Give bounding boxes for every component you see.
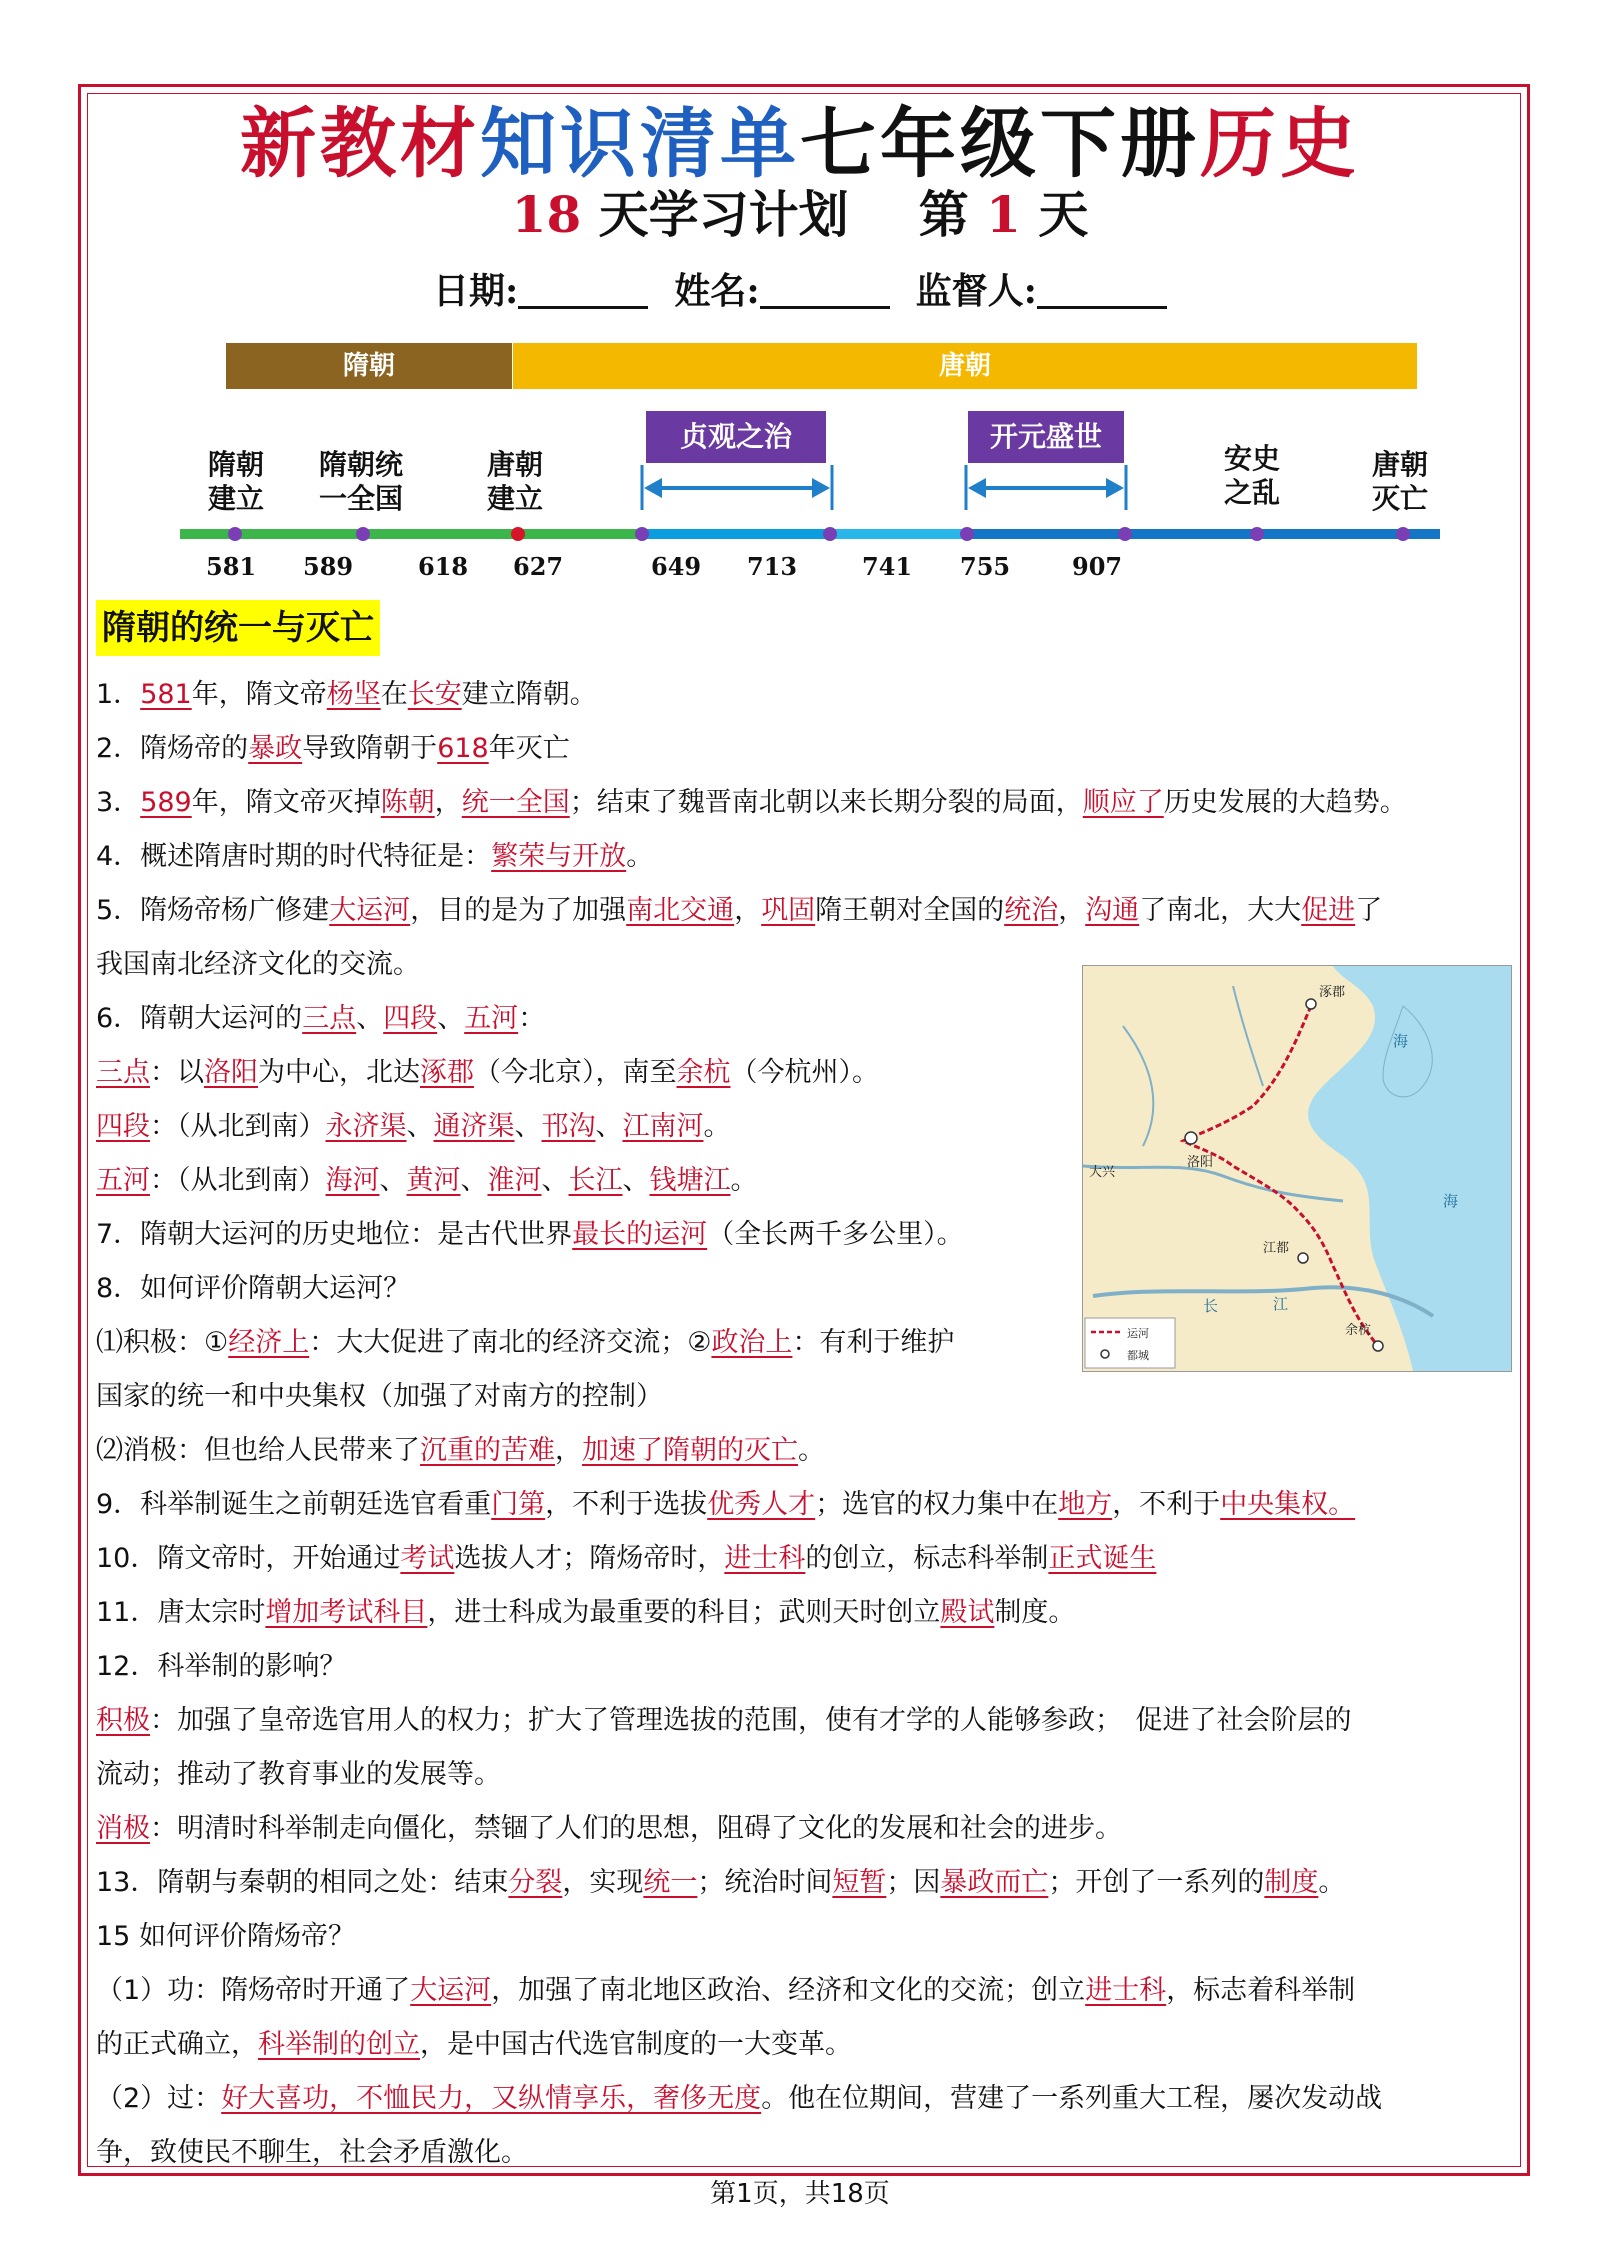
supervisor-label: 监督人: <box>915 270 1037 312</box>
answer-blank: 统一全国 <box>461 787 570 818</box>
text-segment: 、 <box>541 1165 569 1196</box>
answer-blank: 促进 <box>1301 895 1356 926</box>
kaiyuan-box: 开元盛世 <box>968 411 1124 463</box>
answer-blank: 黄河 <box>406 1165 461 1196</box>
year-label: 581 <box>206 552 257 581</box>
dot-anshi <box>1250 527 1264 541</box>
event-sui-founded: 隋朝 建立 <box>207 448 264 515</box>
text-segment: 为中心，北达 <box>258 1057 420 1088</box>
text-segment: 争，致使民不聊生，社会矛盾激化。 <box>96 2137 528 2168</box>
text-segment: ；统治时间 <box>697 1867 833 1898</box>
svg-text:运河: 运河 <box>1127 1327 1149 1340</box>
text-segment: 、 <box>514 1111 542 1142</box>
text-segment: ，加强了南北地区政治、经济和文化的交流；创立 <box>491 1975 1086 2006</box>
answer-blank: 邗沟 <box>541 1111 596 1142</box>
text-segment: ，不利于 <box>1112 1489 1221 1520</box>
text-line <box>96 1532 1516 1586</box>
svg-text:江: 江 <box>1273 1295 1289 1313</box>
svg-text:大兴: 大兴 <box>1089 1165 1116 1180</box>
answer-blank: 南北交通 <box>626 895 735 926</box>
answer-blank: 地方 <box>1058 1489 1113 1520</box>
answer-blank: 顺应了 <box>1082 787 1164 818</box>
text-line <box>96 1640 1516 1694</box>
text-segment: 、 <box>622 1165 650 1196</box>
text-segment: 8．如何评价隋朝大运河？ <box>96 1273 411 1304</box>
answer-blank: 通济渠 <box>433 1111 515 1142</box>
year-label: 589 <box>303 552 354 581</box>
text-segment: ，标志着科举制 <box>1166 1975 1356 2006</box>
event-tang-founded: 唐朝 建立 <box>486 448 543 515</box>
text-line <box>96 2126 1516 2180</box>
event-sui-unify: 隋朝统 一全国 <box>318 448 403 515</box>
answer-blank: 考试 <box>400 1543 455 1574</box>
answer-blank: 长江 <box>568 1165 623 1196</box>
text-line <box>96 668 1516 722</box>
tang-dynasty-bar: 唐朝 <box>513 343 1417 389</box>
answer-blank: 洛阳 <box>204 1057 258 1088</box>
year-label: 741 <box>862 552 913 581</box>
text-segment: 3． <box>96 787 141 818</box>
svg-text:海: 海 <box>1443 1192 1459 1210</box>
text-segment: ；结束了魏晋南北朝以来长期分裂的局面， <box>569 787 1083 818</box>
answer-blank: 四段 <box>96 1111 150 1142</box>
event-anshi-rebellion: 安史 之乱 <box>1223 442 1280 509</box>
text-segment: ：以 <box>150 1057 204 1088</box>
text-segment: 制度。 <box>994 1597 1076 1628</box>
text-segment: 9．科举制诞生之前朝廷选官看重 <box>96 1489 492 1520</box>
text-segment: 6．隋朝大运河的 <box>96 1003 303 1034</box>
answer-blank: 消极 <box>96 1813 150 1844</box>
text-segment: 10．隋文帝时，开始通过 <box>96 1543 401 1574</box>
answer-blank: 永济渠 <box>325 1111 407 1142</box>
text-segment: 、 <box>460 1165 488 1196</box>
answer-blank: 暴政而亡 <box>940 1867 1049 1898</box>
text-segment: ：大大促进了南北的经济交流；② <box>309 1327 712 1358</box>
answer-blank: 进士科 <box>724 1543 806 1574</box>
answer-blank: 沟通 <box>1085 895 1140 926</box>
answer-blank: 殿试 <box>940 1597 995 1628</box>
text-segment: ，目的是为了加强 <box>410 895 627 926</box>
text-segment: 国家的统一和中央集权（加强了对南方的控制） <box>96 1381 663 1412</box>
svg-text:涿郡: 涿郡 <box>1319 985 1346 1000</box>
text-line <box>96 2072 1516 2126</box>
page-subtitle: 18 天学习计划 第 1 天 <box>511 185 1089 244</box>
year-label: 649 <box>651 552 702 581</box>
svg-text:长: 长 <box>1203 1297 1219 1315</box>
year-label: 755 <box>960 552 1011 581</box>
text-line <box>96 1694 1516 1748</box>
answer-blank: 巩固 <box>761 895 816 926</box>
text-line <box>96 1262 1066 1316</box>
text-segment: ： <box>518 1003 546 1034</box>
svg-text:海: 海 <box>1393 1032 1409 1050</box>
dot-907 <box>1118 527 1132 541</box>
text-segment: ，实现 <box>562 1867 644 1898</box>
timeline-axis <box>0 0 1600 600</box>
answer-blank: 589 <box>140 787 192 818</box>
text-line <box>96 1910 1516 1964</box>
text-segment: 7．隋朝大运河的历史地位：是古代世界 <box>96 1219 573 1250</box>
text-line <box>96 992 1066 1046</box>
knowledge-list <box>96 668 1516 2180</box>
text-segment: 建立隋朝。 <box>461 679 597 710</box>
dot-649 <box>635 527 649 541</box>
answer-blank: 中央集权。 <box>1220 1489 1356 1520</box>
answer-blank: 积极 <box>96 1705 150 1736</box>
page-footer: 第1页，共18页 <box>710 2179 890 2209</box>
answer-blank: 制度 <box>1264 1867 1319 1898</box>
text-segment: 年灭亡 <box>488 733 570 764</box>
answer-blank: 优秀人才 <box>707 1489 816 1520</box>
grand-canal-map <box>1082 965 1512 1372</box>
answer-blank: 五河 <box>96 1165 150 1196</box>
text-segment: 了南北，大大 <box>1139 895 1302 926</box>
answer-blank: 三点 <box>96 1057 150 1088</box>
text-segment: 。 <box>798 1435 825 1466</box>
text-segment: 13．隋朝与秦朝的相同之处：结束 <box>96 1867 509 1898</box>
text-segment: 。 <box>1318 1867 1346 1898</box>
text-segment: 导致隋朝于 <box>302 733 438 764</box>
text-segment: 了 <box>1355 895 1383 926</box>
answer-blank: 大运河 <box>329 895 411 926</box>
text-line <box>96 776 1516 830</box>
text-line <box>96 1370 1066 1424</box>
text-line <box>96 1802 1516 1856</box>
text-segment: ， <box>734 895 762 926</box>
text-line <box>96 1316 1066 1370</box>
text-segment: ；开创了一系列的 <box>1048 1867 1265 1898</box>
answer-blank: 大运河 <box>410 1975 492 2006</box>
text-line <box>96 1856 1516 1910</box>
text-line <box>96 1478 1516 1532</box>
text-segment: 的正式确立， <box>96 2029 258 2060</box>
answer-blank: 门第 <box>491 1489 546 1520</box>
zhenguan-box: 贞观之治 <box>646 411 826 463</box>
text-segment: 。 <box>626 841 654 872</box>
text-segment: ， <box>434 787 462 818</box>
svg-text:都城: 都城 <box>1127 1349 1149 1362</box>
answer-blank: 暴政 <box>248 733 303 764</box>
year-label: 713 <box>747 552 798 581</box>
answer-blank: 经济上 <box>228 1327 310 1358</box>
text-segment: 15 如何评价隋炀帝？ <box>96 1921 355 1952</box>
text-line <box>96 1154 1066 1208</box>
svg-text:余杭: 余杭 <box>1345 1323 1372 1338</box>
text-segment: 选拔人才；隋炀帝时， <box>454 1543 725 1574</box>
text-segment: 4．概述隋唐时期的时代特征是： <box>96 841 492 872</box>
dot-tang-fall <box>1396 527 1410 541</box>
text-segment: ， <box>555 1435 582 1466</box>
text-segment: ：加强了皇帝选官用人的权力；扩大了管理选拔的范围，使有才学的人能够参政； 促进了社会阶层的 <box>150 1705 1352 1736</box>
text-segment: 11．唐太宗时 <box>96 1597 266 1628</box>
answer-blank: 增加考试科目 <box>265 1597 428 1628</box>
year-label: 618 <box>418 552 469 581</box>
answer-blank: 涿郡 <box>420 1057 474 1088</box>
text-segment: 年，隋文帝 <box>191 679 327 710</box>
answer-blank: 最长的运河 <box>572 1219 708 1250</box>
text-segment: ，是中国古代选官制度的一大变革。 <box>420 2029 852 2060</box>
dot-589 <box>356 527 370 541</box>
text-segment: （全长两千多公里）。 <box>707 1219 964 1250</box>
answer-blank: 长安 <box>407 679 462 710</box>
text-segment: 流动；推动了教育事业的发展等。 <box>96 1759 501 1790</box>
answer-blank: 五河 <box>464 1003 519 1034</box>
text-segment: ， <box>1058 895 1086 926</box>
answer-blank: 进士科 <box>1085 1975 1167 2006</box>
text-segment: 2．隋炀帝的 <box>96 733 249 764</box>
text-segment: 、 <box>379 1165 407 1196</box>
answer-blank: 四段 <box>383 1003 438 1034</box>
text-segment: 在 <box>380 679 408 710</box>
text-segment: 我国南北经济文化的交流。 <box>96 949 420 980</box>
answer-blank: 正式诞生 <box>1048 1543 1157 1574</box>
text-segment: ，进士科成为最重要的科目；武则天时创立 <box>427 1597 941 1628</box>
answer-blank: 三点 <box>302 1003 357 1034</box>
text-segment: ：（从北到南） <box>150 1111 326 1142</box>
answer-blank: 科举制的创立 <box>258 2029 420 2060</box>
text-segment: ⑵消极：但也给人民带来了 <box>96 1435 420 1466</box>
section-title: 隋朝的统一与灭亡 <box>96 600 380 656</box>
text-segment: 的创立，标志科举制 <box>805 1543 1049 1574</box>
answer-blank: 分裂 <box>508 1867 563 1898</box>
page-title: 新教材知识清单七年级下册历史 <box>240 99 1360 188</box>
text-line <box>96 1100 1066 1154</box>
text-segment: （今杭州）。 <box>730 1057 879 1088</box>
text-segment: ：明清时科举制走向僵化，禁锢了人们的思想，阻碍了文化的发展和社会的进步。 <box>150 1813 1122 1844</box>
answer-blank: 581 <box>140 679 192 710</box>
svg-text:洛阳: 洛阳 <box>1187 1155 1214 1170</box>
text-segment: 5．隋炀帝杨广修建 <box>96 895 330 926</box>
text-segment: （1）功：隋炀帝时开通了 <box>96 1975 411 2006</box>
year-label: 627 <box>513 552 564 581</box>
text-segment: 。 <box>730 1165 758 1196</box>
sui-dynasty-bar: 隋朝 <box>226 343 512 389</box>
date-label: 日期: <box>433 270 519 312</box>
text-segment: 12．科举制的影响？ <box>96 1651 347 1682</box>
text-line <box>96 2018 1516 2072</box>
text-segment: ：（从北到南） <box>150 1165 326 1196</box>
text-segment: 、 <box>406 1111 434 1142</box>
text-segment: 、 <box>356 1003 384 1034</box>
dot-581 <box>228 527 242 541</box>
answer-blank: 加速了隋朝的灭亡 <box>582 1435 798 1466</box>
answer-blank: 618 <box>437 733 489 764</box>
name-label: 姓名: <box>674 270 760 312</box>
answer-blank: 政治上 <box>711 1327 793 1358</box>
text-segment: 年，隋文帝灭掉 <box>191 787 381 818</box>
answer-blank: 好大喜功，不恤民力，又纵情享乐，奢侈无度 <box>221 2083 762 2114</box>
year-label: 907 <box>1072 552 1123 581</box>
text-segment: ；选官的权力集中在 <box>815 1489 1059 1520</box>
text-segment: 。他在位期间，营建了一系列重大工程，屡次发动战 <box>761 2083 1383 2114</box>
text-segment: ：有利于维护 <box>792 1327 955 1358</box>
text-segment: 、 <box>595 1111 623 1142</box>
text-segment: 1． <box>96 679 141 710</box>
text-segment: 历史发展的大趋势。 <box>1163 787 1407 818</box>
dot-755 <box>960 527 974 541</box>
text-line <box>96 830 1516 884</box>
svg-text:江都: 江都 <box>1263 1241 1290 1256</box>
answer-blank: 钱塘江 <box>649 1165 731 1196</box>
answer-blank: 统治 <box>1004 895 1059 926</box>
answer-blank: 淮河 <box>487 1165 542 1196</box>
event-tang-fall: 唐朝 灭亡 <box>1371 448 1428 515</box>
text-line <box>96 1424 1516 1478</box>
answer-blank: 陈朝 <box>380 787 435 818</box>
text-line <box>96 722 1516 776</box>
answer-blank: 短暂 <box>832 1867 887 1898</box>
text-segment: ，不利于选拔 <box>545 1489 708 1520</box>
text-segment: 。 <box>703 1111 731 1142</box>
answer-blank: 杨坚 <box>326 679 381 710</box>
answer-blank: 统一 <box>643 1867 698 1898</box>
text-segment: ⑴积极：① <box>96 1327 229 1358</box>
answer-blank: 江南河 <box>622 1111 704 1142</box>
answer-blank: 繁荣与开放 <box>491 841 627 872</box>
text-line <box>96 1208 1066 1262</box>
dot-618 <box>511 527 525 541</box>
dynasty-timeline <box>0 0 1600 600</box>
text-line <box>96 1964 1516 2018</box>
text-line <box>96 1586 1516 1640</box>
answer-blank: 海河 <box>325 1165 380 1196</box>
text-segment: （今北京），南至 <box>474 1057 677 1088</box>
text-line <box>96 884 1516 938</box>
text-segment: 隋王朝对全国的 <box>815 895 1005 926</box>
text-line <box>96 1748 1516 1802</box>
text-segment: 、 <box>437 1003 465 1034</box>
text-segment: ；因 <box>886 1867 941 1898</box>
text-line <box>96 1046 1066 1100</box>
text-segment: （2）过： <box>96 2083 222 2114</box>
answer-blank: 余杭 <box>676 1057 731 1088</box>
dot-713 <box>823 527 837 541</box>
answer-blank: 沉重的苦难 <box>420 1435 555 1466</box>
